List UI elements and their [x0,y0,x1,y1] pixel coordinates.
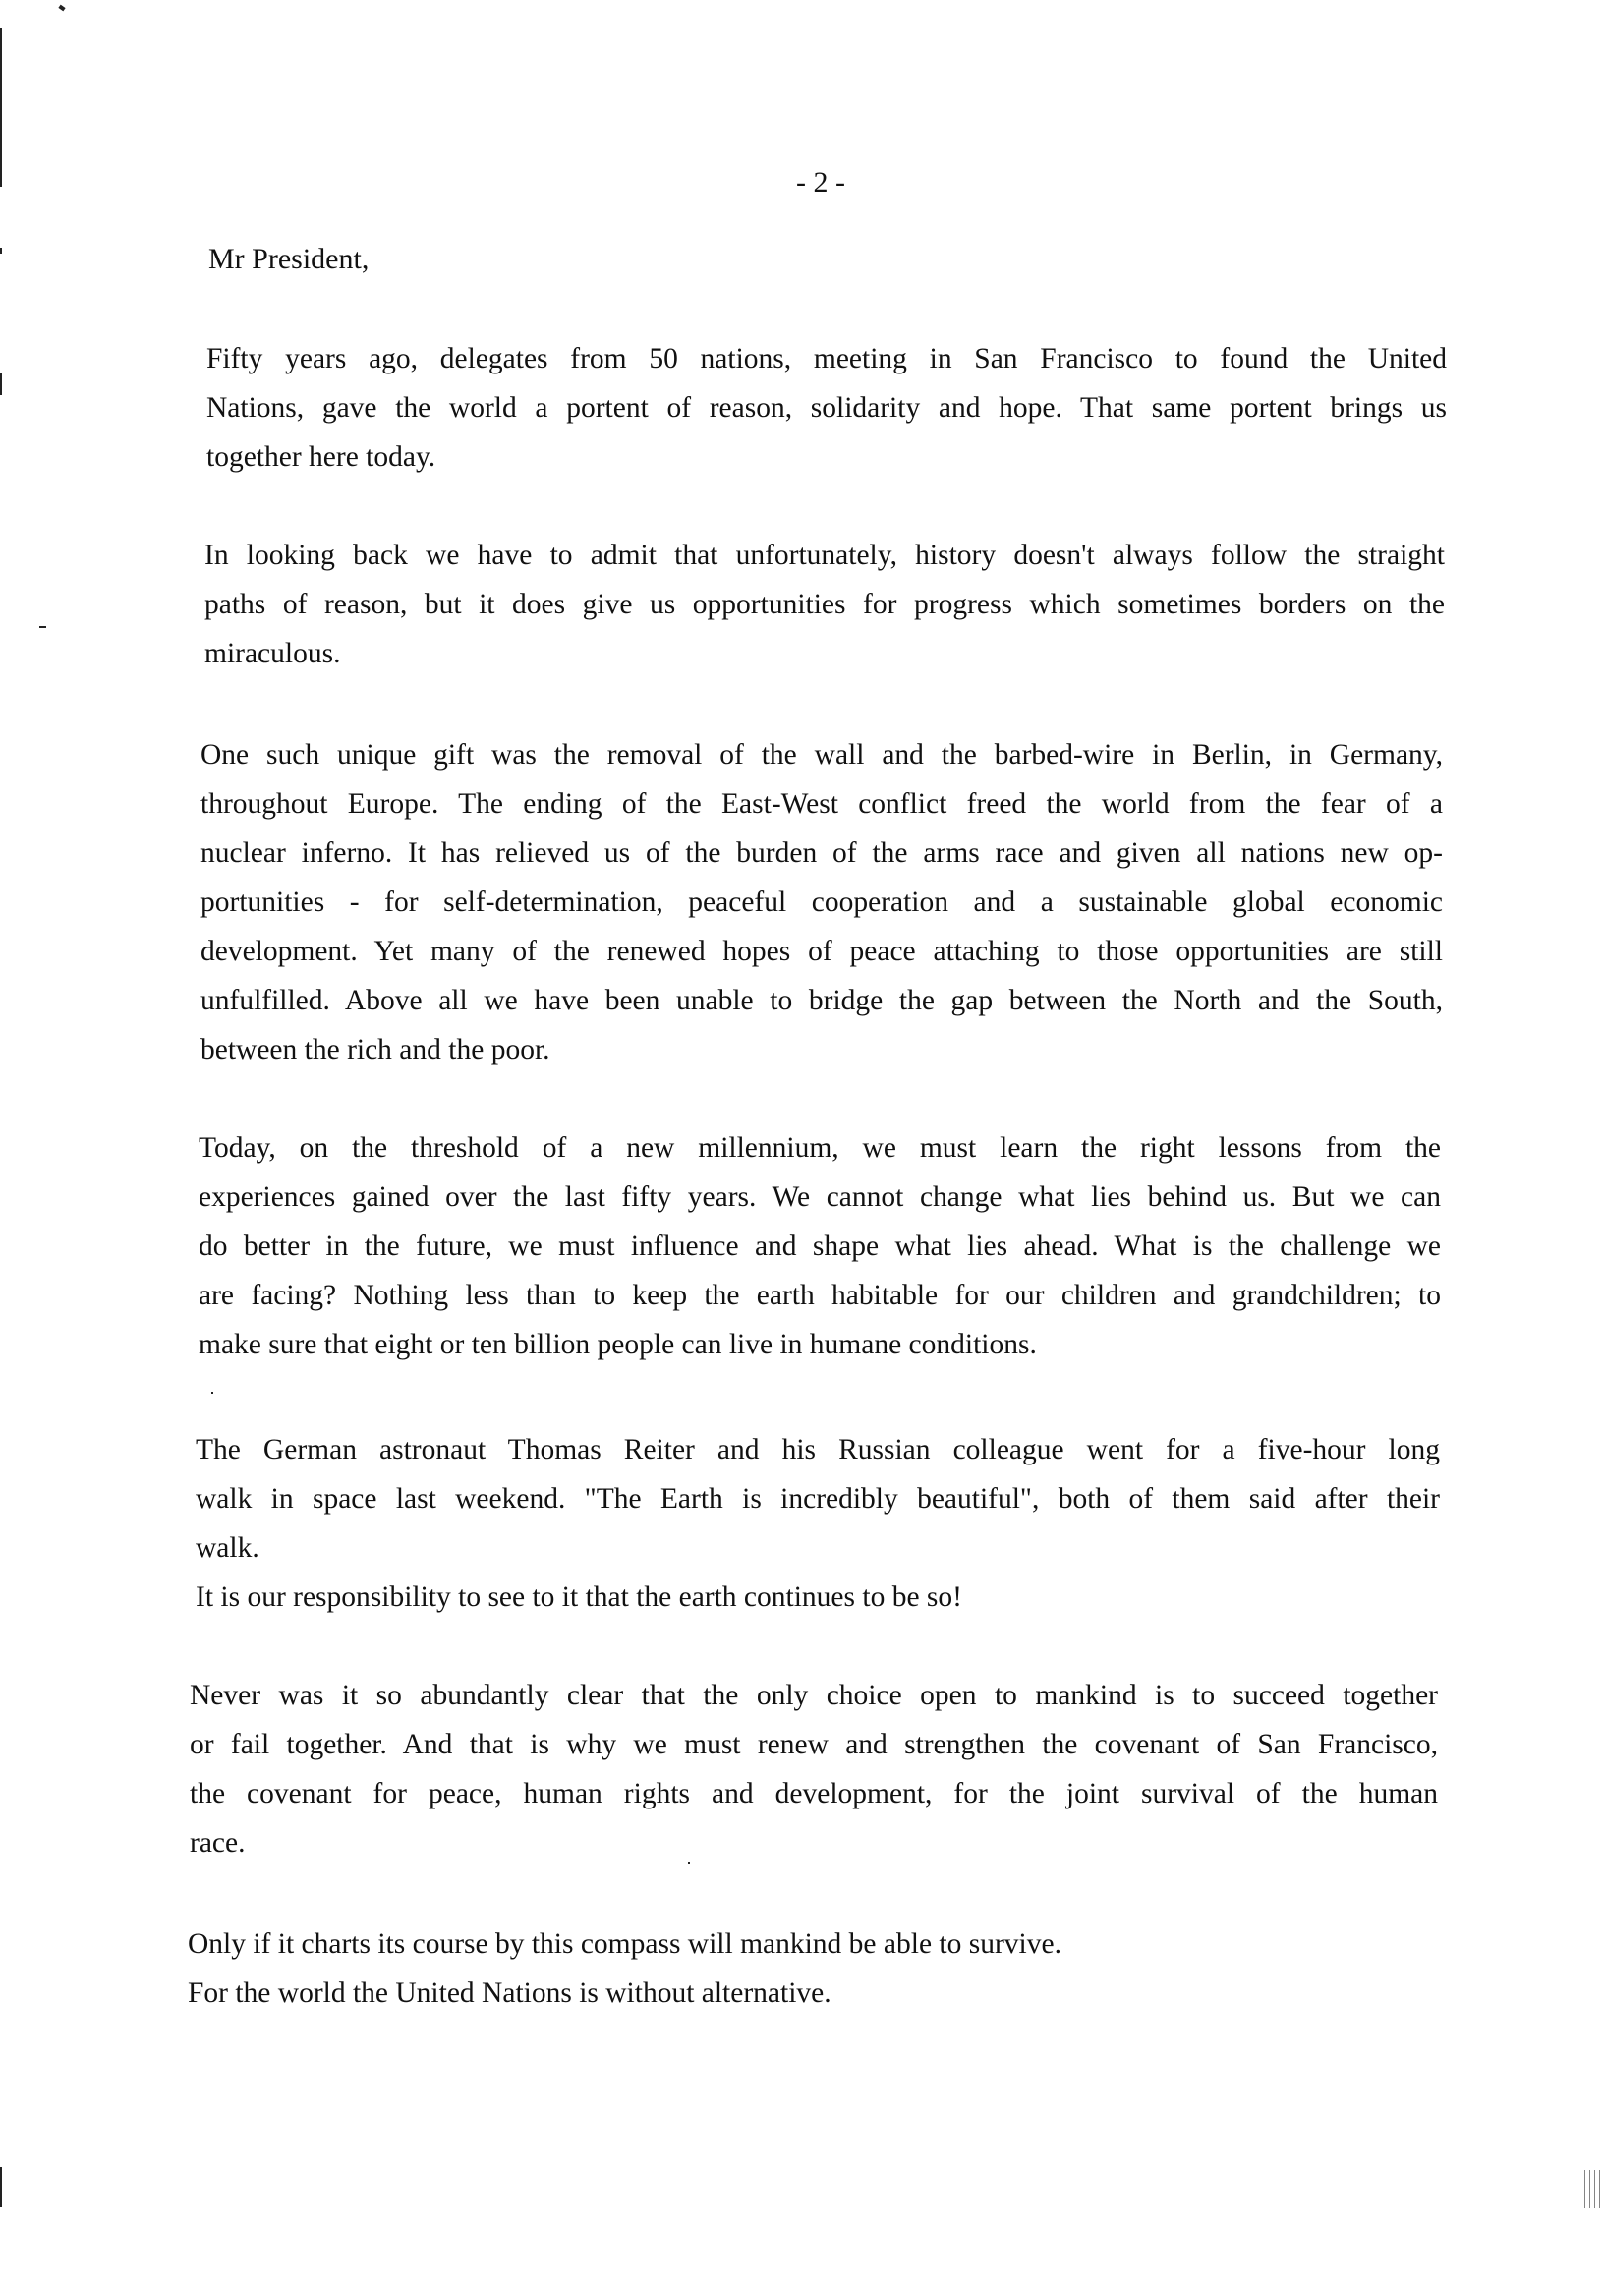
paragraph-line: experiences gained over the last fifty years. We cannot change what lies behind us. But we can [199,1181,1441,1213]
paragraph-line: walk. [196,1532,259,1564]
scan-speck-top [58,5,65,12]
paragraph-line: or fail together. And that is why we must renew and strengthen the covenant of San Francisco, [190,1729,1438,1760]
scan-speck-left-mid [0,373,2,395]
scan-speck-left-edge [0,248,2,254]
paragraph-line: paths of reason, but it does give us opportunities for progress which sometimes borders on the [204,589,1445,620]
scan-mark-bottom-right [1584,2170,1602,2208]
paragraph-line: Fifty years ago, delegates from 50 nations, meeting in San Francisco to found the United [206,343,1447,374]
paragraph-line: Only if it charts its course by this compass will mankind be able to survive. [188,1928,1061,1960]
paragraph-1 [206,334,1447,482]
paragraph-line: development. Yet many of the renewed hopes of peace attaching to those opportunities are still [200,936,1443,967]
paragraph-line: race. [190,1827,246,1859]
paragraph-3 [200,730,1443,1074]
paragraph-line: nuclear inferno. It has relieved us of the burden of the arms race and given all nations new op- [200,837,1443,869]
scan-edge-line-bottom [0,2167,2,2207]
paragraph-2 [204,531,1445,678]
paragraph-line: It is our responsibility to see to it that the earth continues to be so! [196,1581,962,1613]
scan-speck-para [211,1392,213,1394]
salutation: Mr President, [208,243,370,275]
paragraph-line: are facing? Nothing less than to keep the earth habitable for our children and grandchildren; to [199,1280,1441,1311]
paragraph-6 [190,1671,1438,1867]
paragraph-5 [196,1425,1440,1622]
paragraph-line: The German astronaut Thomas Reiter and his Russian colleague went for a five-hour long [196,1434,1440,1465]
paragraph-line: Nations, gave the world a portent of reason, solidarity and hope. That same portent brings us [206,392,1447,424]
paragraph-4 [199,1123,1441,1369]
paragraph-line: walk in space last weekend. "The Earth is incredibly beautiful", both of them said after their [196,1483,1440,1515]
paragraph-line: In looking back we have to admit that unfortunately, history doesn't always follow the straight [204,540,1445,571]
page-number: - 2 - [796,166,845,199]
paragraph-7 [188,1920,1436,2018]
paragraph-line: throughout Europe. The ending of the East-West conflict freed the world from the fear of a [200,788,1443,820]
scan-edge-line-top [0,28,2,187]
paragraph-line: make sure that eight or ten billion people can live in humane conditions. [199,1329,1037,1360]
paragraph-line: Today, on the threshold of a new millennium, we must learn the right lessons from the [199,1132,1441,1164]
paragraph-line: between the rich and the poor. [200,1034,550,1065]
paragraph-line: Never was it so abundantly clear that the only choice open to mankind is to succeed together [190,1680,1438,1711]
paragraph-line: miraculous. [204,638,341,669]
paragraph-line: unfulfilled. Above all we have been unable to bridge the gap between the North and the South, [200,985,1443,1016]
paragraph-line: together here today. [206,441,436,473]
scan-speck-left [39,626,46,628]
paragraph-line: For the world the United Nations is without alternative. [188,1978,831,2009]
paragraph-line: portunities - for self-determination, peaceful cooperation and a sustainable global economic [200,887,1443,918]
paragraph-line: do better in the future, we must influence and shape what lies ahead. What is the challenge we [199,1231,1441,1262]
paragraph-line: the covenant for peace, human rights and development, for the joint survival of the human [190,1778,1438,1809]
paragraph-line: One such unique gift was the removal of the wall and the barbed-wire in Berlin, in Germany, [200,739,1443,771]
